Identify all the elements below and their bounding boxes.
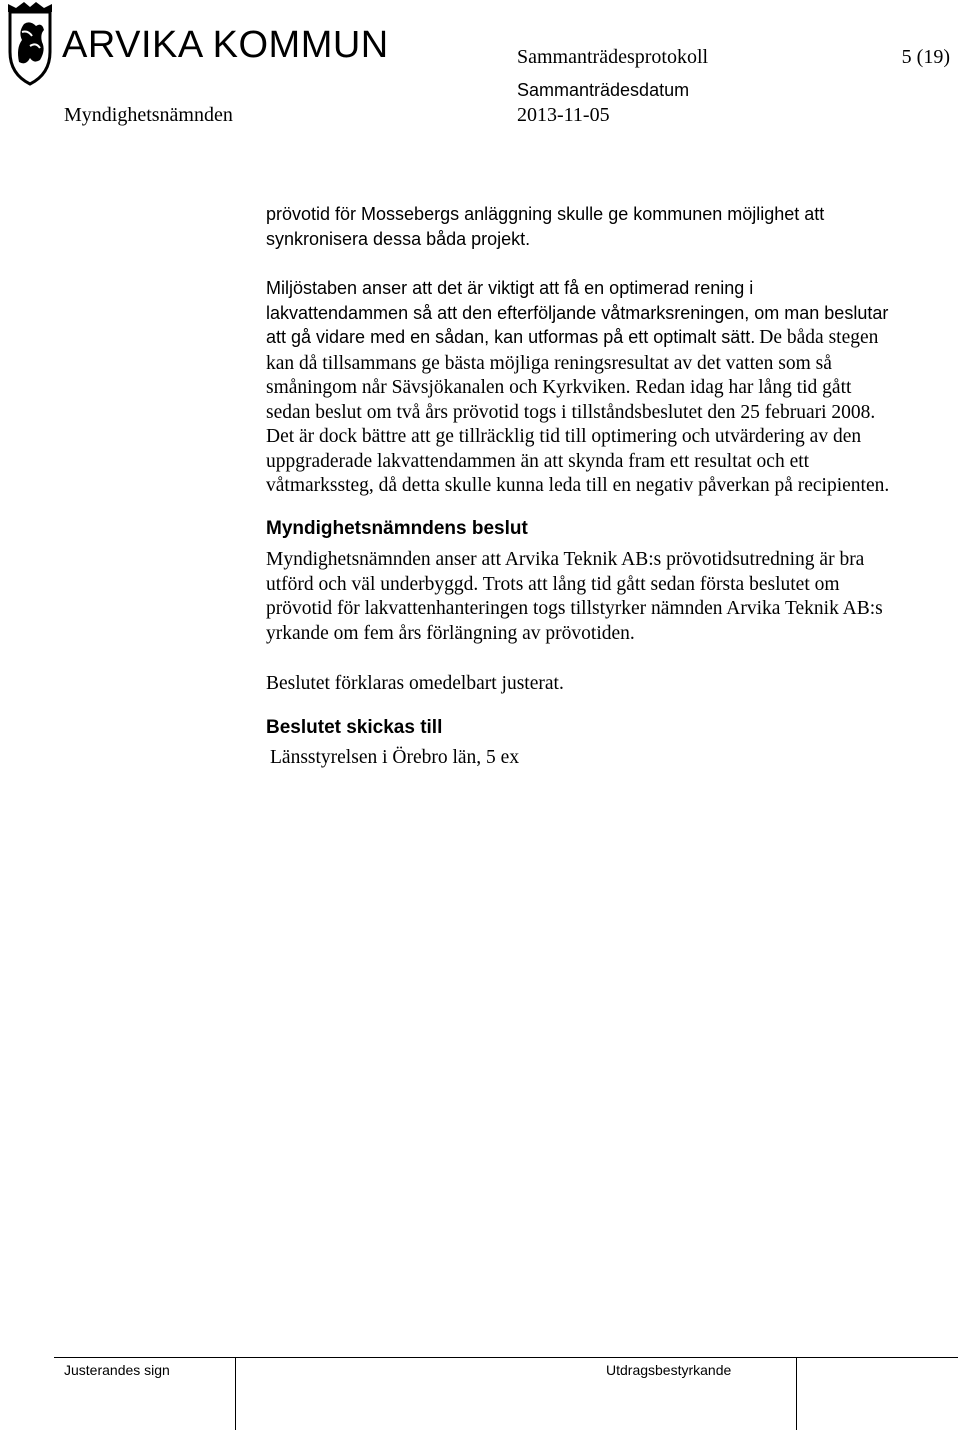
- paragraph-miljostaben: [266, 276, 956, 499]
- text-line: uppgraderade lakvattendammen än att skynda fram ett resultat och ett: [266, 450, 810, 472]
- committee-name: Myndighetsnämnden: [64, 104, 233, 126]
- text-line: småningom når Sävsjökanalen och Kyrkviken. Redan idag har lång tid gått: [266, 377, 852, 398]
- text-line: utförd och väl underbyggd. Trots att lång tid gått sedan första beslutet om: [266, 573, 840, 595]
- recipient-list: [270, 746, 960, 771]
- text-line: Det är dock bättre att ge tillräcklig tid till optimering och utvärdering av den: [266, 426, 862, 447]
- text-line: yrkande om fem års förlängning av prövotiden.: [266, 622, 635, 644]
- heading-decision: Myndighetsnämndens beslut: [266, 518, 528, 539]
- meeting-date-label: Sammanträdesdatum: [517, 80, 690, 100]
- text-line: prövotid för lakvattenhanteringen togs tillstyrker nämnden Arvika Teknik AB:s: [266, 598, 883, 619]
- text-line-mixed: [266, 325, 956, 352]
- justerandes-sign-label: Justerandes sign: [64, 1362, 170, 1378]
- text-line: lakvattendammen så att den efterföljande våtmarksreningen, om man beslutar: [266, 302, 889, 323]
- document-type: Sammanträdesprotokoll: [517, 46, 709, 68]
- paragraph-prövotid: [266, 202, 956, 251]
- text-segment: att gå vidare med en sådan, kan utformas på ett optimalt sätt.: [266, 327, 756, 347]
- footer-box-divider: [796, 1357, 797, 1430]
- text-segment: De båda stegen: [759, 327, 879, 348]
- text-line: synkronisera dessa båda projekt.: [266, 228, 531, 249]
- text-line: Beslutet förklaras omedelbart justerat.: [266, 673, 564, 694]
- text-line: prövotid för Mossebergs anläggning skulle ge kommunen möjlighet att: [266, 204, 825, 224]
- arvika-crest-logo: [4, 2, 56, 86]
- footer-box-divider: [235, 1357, 236, 1430]
- text-line: sedan beslut om två års prövotid togs i tillståndsbeslutet den 25 februari 2008.: [266, 401, 876, 423]
- text-line: Myndighetsnämnden anser att Arvika Teknik AB:s prövotidsutredning är bra: [266, 549, 865, 570]
- brand-name: ARVIKA KOMMUN: [62, 24, 389, 66]
- utdragsbestyrkande-label: Utdragsbestyrkande: [606, 1362, 732, 1378]
- paragraph-adjusted: [266, 672, 956, 697]
- text-line: kan då tillsammans ge bästa möjliga reningsresultat av det vatten som så: [266, 352, 832, 374]
- paragraph-decision: [266, 548, 956, 646]
- text-line: våtmarkssteg, då detta skulle kunna leda till en negativ påverkan på recipienten.: [266, 475, 890, 496]
- recipient-item: Länsstyrelsen i Örebro län, 5 ex: [270, 747, 520, 768]
- text-line: Miljöstaben anser att det är viktigt att få en optimerad rening i: [266, 278, 754, 298]
- footer-divider: [54, 1357, 958, 1358]
- page-number: 5 (19): [901, 46, 950, 68]
- meeting-date: 2013-11-05: [517, 104, 610, 126]
- heading-sent-to: Beslutet skickas till: [266, 717, 443, 738]
